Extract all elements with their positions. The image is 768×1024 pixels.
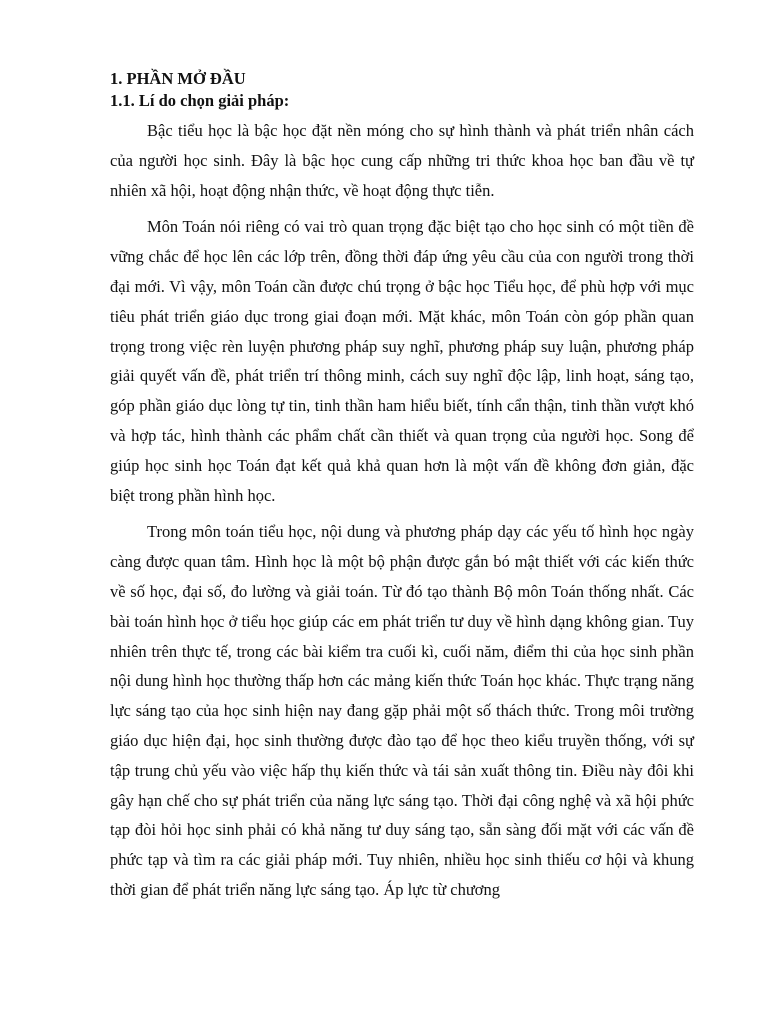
paragraph-2: Môn Toán nói riêng có vai trò quan trọng đặc biệt tạo cho học sinh có một tiền đề vững chắc để học lên các lớp trên, đồng thời đáp ứng yêu cầu của con người trong thời đại mới. Vì vậy, môn Toán cần được chú trọng ở bậc học Tiểu học, để phù hợp với mục tiêu phát triển giáo dục trong giai đoạn mới. Mặt khác, môn Toán còn góp phần quan trọng trong việc rèn luyện phương pháp suy nghĩ, phương pháp suy luận, phương pháp giải quyết vấn đề, phát triển trí thông minh, cách suy nghĩ độc lập, linh hoạt, sáng tạo, góp phần giáo dục lòng tự tin, tinh thần ham hiểu biết, tính cẩn thận, tinh thần vượt khó và hợp tác, hình thành các phẩm chất cần thiết và quan trọng của người học. Song để giúp học sinh học Toán đạt kết quả khả quan hơn là một vấn đề không đơn giản, đặc biệt trong phần hình học. (110, 217, 694, 505)
paragraph-1: Bậc tiểu học là bậc học đặt nền móng cho sự hình thành và phát triển nhân cách của người học sinh. Đây là bậc học cung cấp những tri thức khoa học ban đầu về tự nhiên xã hội, hoạt động nhận thức, về hoạt động thực tiễn. (110, 121, 694, 200)
document-body (110, 68, 694, 905)
section-heading: 1. PHẦN MỞ ĐẦU (110, 69, 246, 88)
subsection-heading: 1.1. Lí do chọn giải pháp: (110, 91, 290, 110)
paragraph-3: Trong môn toán tiểu học, nội dung và phương pháp dạy các yếu tố hình học ngày càng được quan tâm. Hình học là một bộ phận được gắn bó mật thiết với các kiến thức về số học, đại số, đo lường và giải toán. Từ đó tạo thành Bộ môn Toán thống nhất. Các bài toán hình học ở tiểu học giúp các em phát triển tư duy về hình dạng không gian. Tuy nhiên trên thực tế, trong các bài kiểm tra cuối kì, cuối năm, điểm thi của học sinh phần nội dung hình học thường thấp hơn các mảng kiến thức Toán học khác. Thực trạng năng lực sáng tạo của học sinh hiện nay đang gặp phải một số thách thức. Trong môi trường giáo dục hiện đại, học sinh thường được đào tạo để học theo kiểu truyền thống, với sự tập trung chủ yếu vào việc hấp thụ kiến thức và tái sản xuất thông tin. Điều này đôi khi gây hạn chế cho sự phát triển của năng lực sáng tạo. Thời đại công nghệ và xã hội phức tạp đòi hỏi học sinh phải có khả năng tư duy sáng tạo, sẵn sàng đối mặt với các vấn đề phức tạp và tìm ra các giải pháp mới. Tuy nhiên, nhiều học sinh thiếu cơ hội và khung thời gian để phát triển năng lực sáng tạo. Áp lực từ chương (110, 522, 694, 899)
